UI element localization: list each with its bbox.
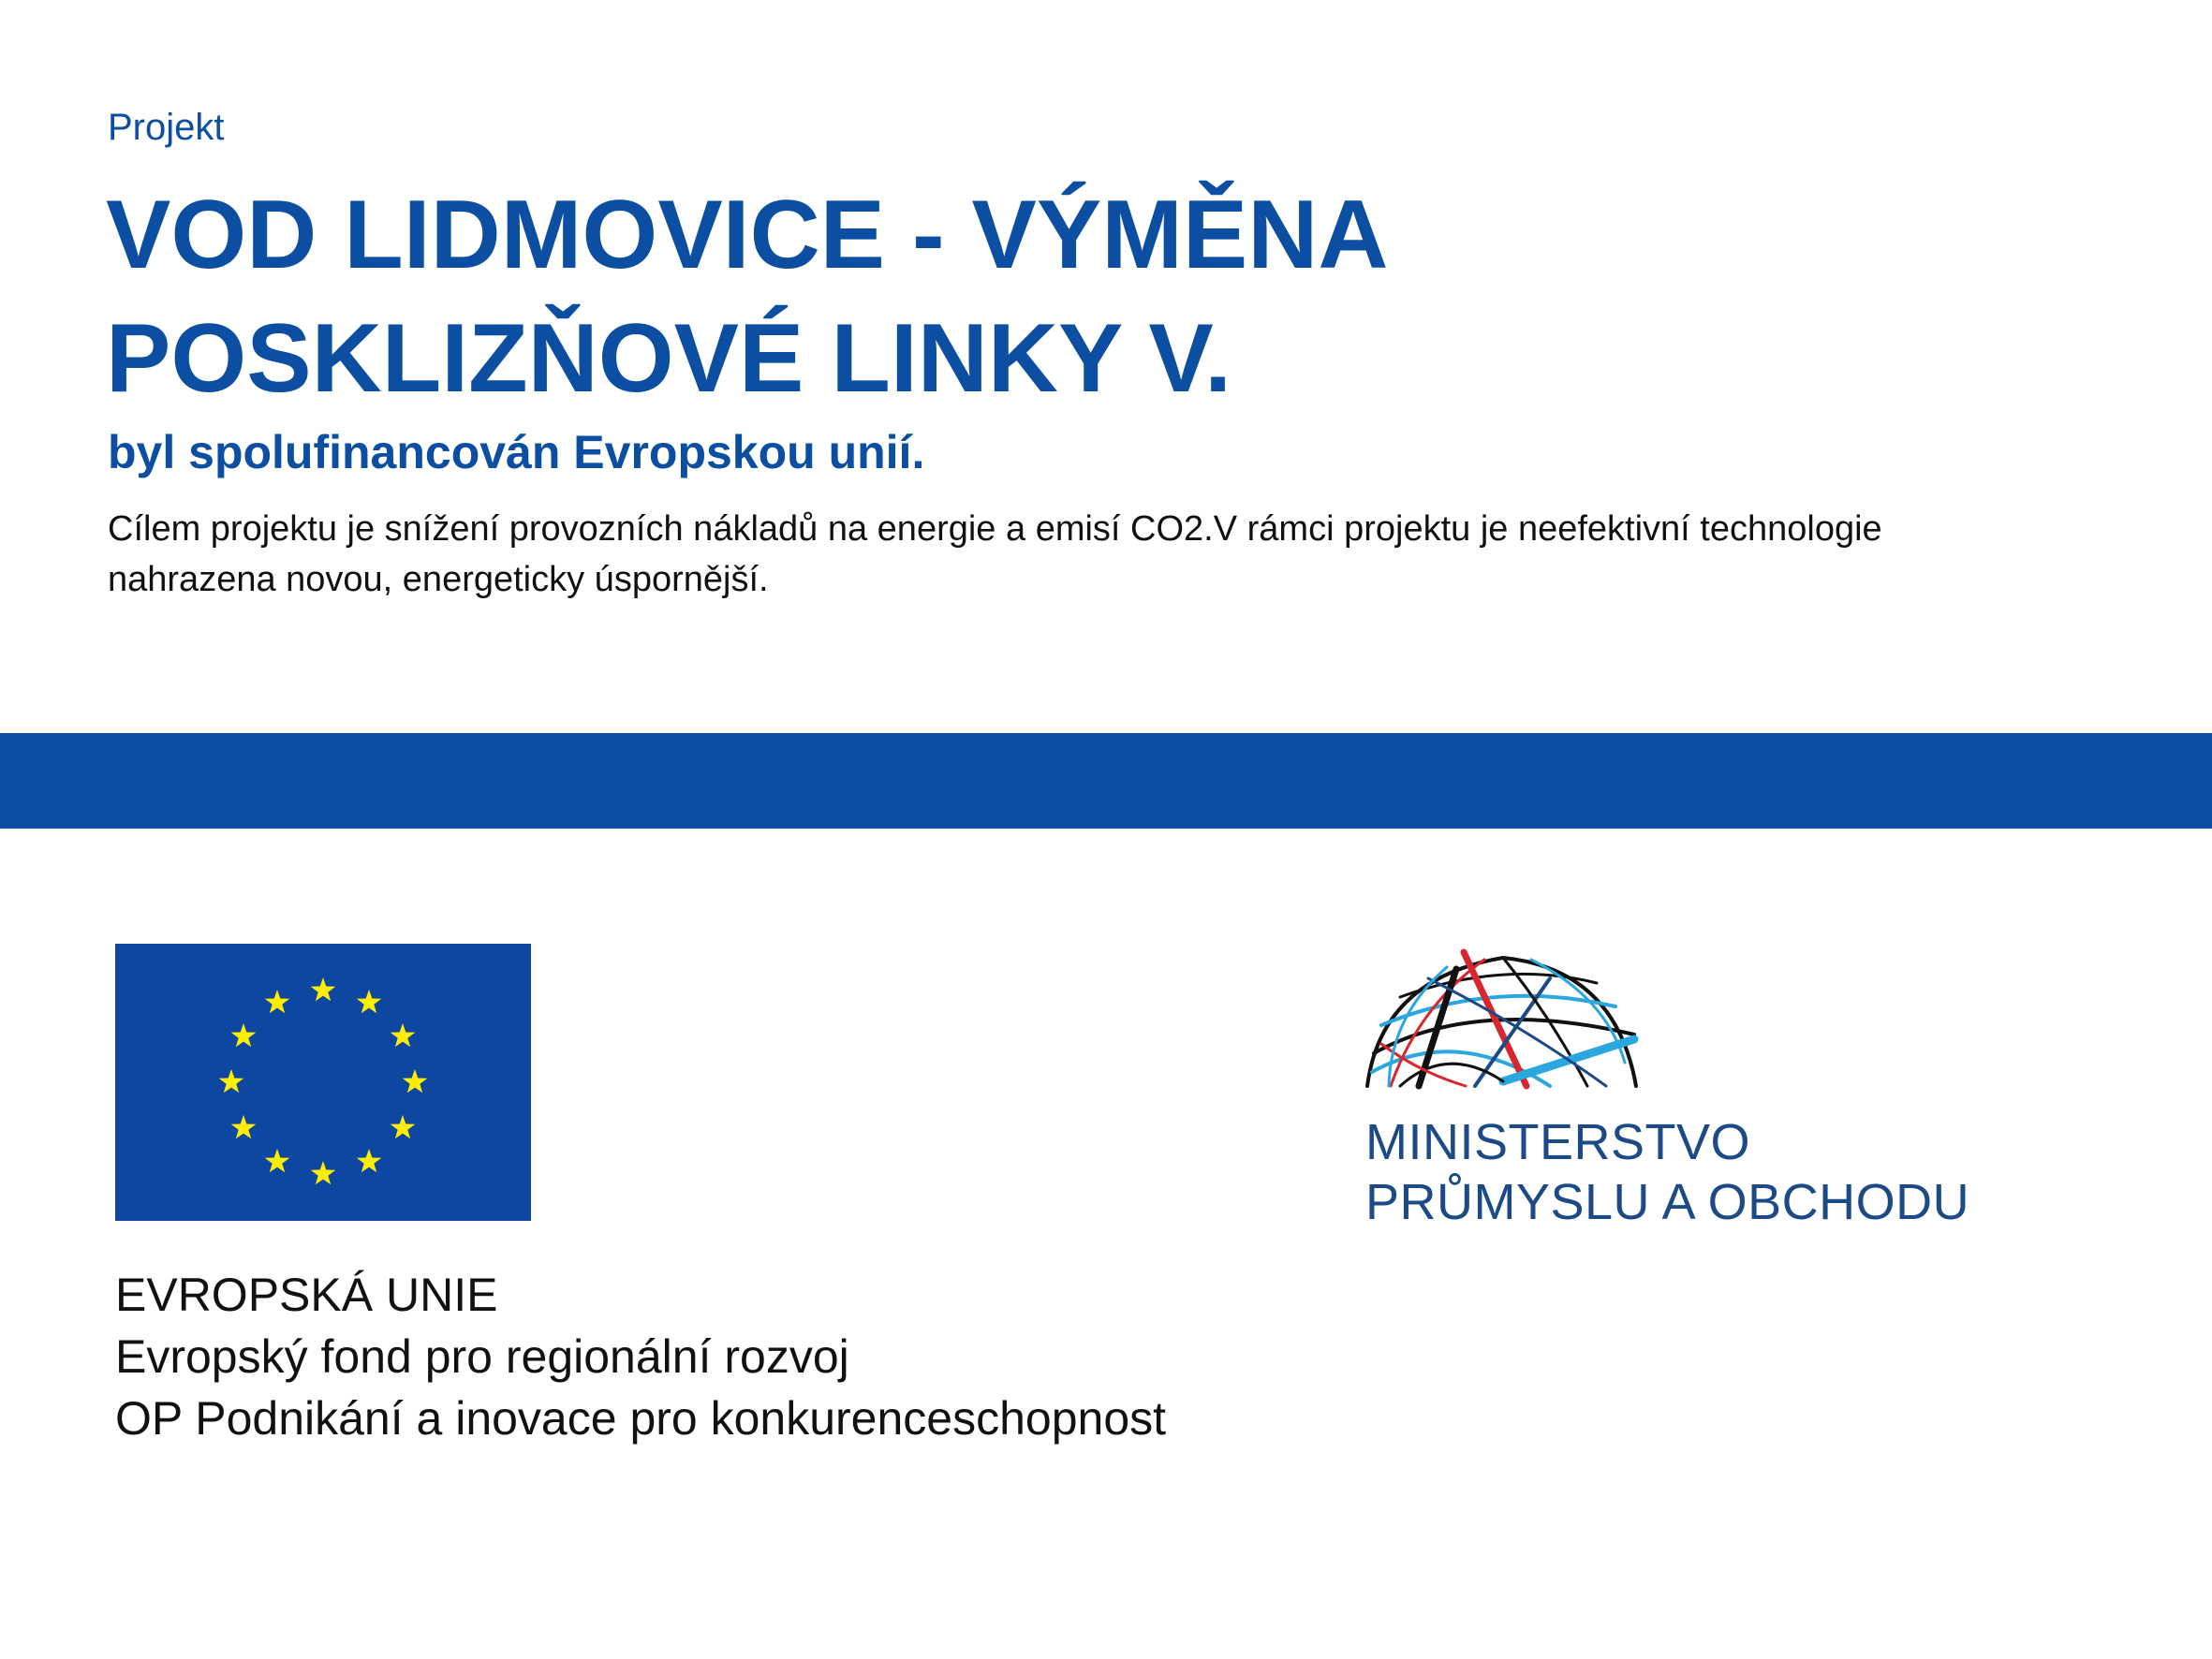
description-line-1: Cílem projektu je snížení provozních nákladů na energie a emisí CO2.V rámci projektu je neefektivní technologie	[108, 509, 1882, 549]
globe-network-icon	[1363, 941, 1644, 1091]
project-description	[108, 504, 2121, 605]
project-label: Projekt	[108, 107, 225, 148]
ministry-logo-graphic	[1363, 941, 1644, 1091]
project-title-line-2: POSKLIZŇOVÉ LINKY V.	[106, 304, 1232, 413]
eu-line-2: Evropský fond pro regionální rozvoj	[115, 1330, 849, 1383]
ministry-name	[1365, 1112, 1969, 1232]
eu-flag-stars	[115, 944, 531, 1221]
eu-line-1: EVROPSKÁ UNIE	[115, 1269, 498, 1321]
description-line-2: nahrazena novou, energeticky úspornější.	[108, 560, 769, 599]
ministry-line-1: MINISTERSTVO	[1365, 1114, 1751, 1170]
project-title	[106, 173, 1388, 420]
eu-line-3: OP Podnikání a inovace pro konkurenceschopnost	[115, 1392, 1167, 1445]
ministry-line-2: PRŮMYSLU A OBCHODU	[1365, 1174, 1970, 1230]
eu-flag-icon	[115, 944, 531, 1221]
eu-fund-text	[115, 1264, 1166, 1449]
cofinanced-subtitle: byl spolufinancován Evropskou unií.	[108, 426, 925, 478]
project-title-line-1: VOD LIDMOVICE - VÝMĚNA	[106, 181, 1389, 289]
blue-divider-band	[0, 733, 2212, 829]
